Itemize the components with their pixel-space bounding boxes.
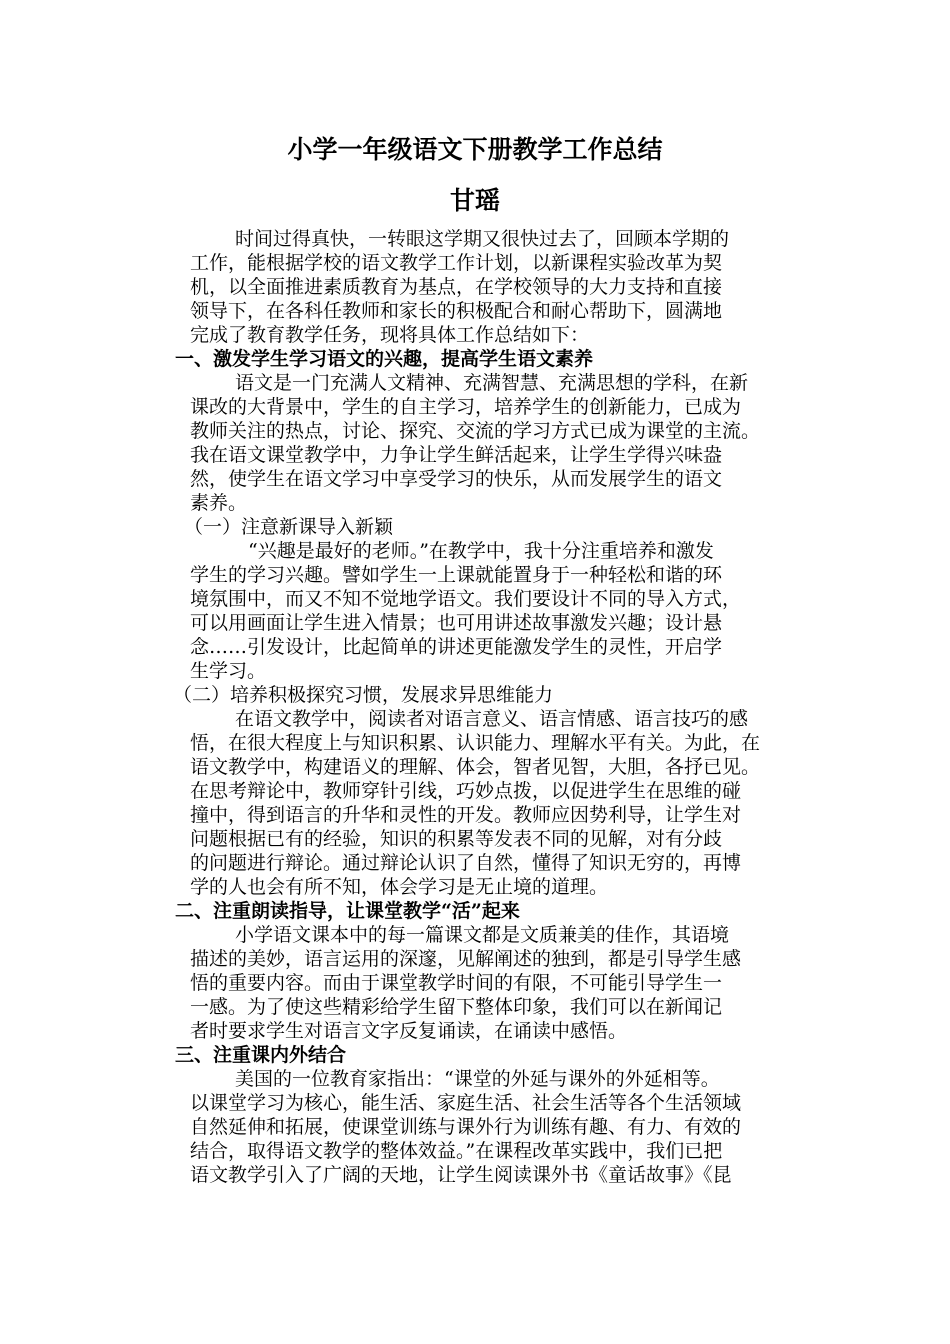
paragraph-line: 时间过得真快，一转眼这学期又很快过去了，回顾本学期的 bbox=[235, 228, 730, 250]
paragraph-line: 课改的大背景中，学生的自主学习，培养学生的创新能力，已成为 bbox=[190, 396, 742, 418]
section-heading-2: 二、注重朗读指导，让课堂教学“活”起来 bbox=[175, 900, 520, 922]
paragraph-line: 在思考辩论中，教师穿针引线，巧妙点拨，以促进学生在思维的碰 bbox=[190, 780, 742, 802]
paragraph-line: 悟，在很大程度上与知识积累、认识能力、理解水平有关。为此，在 bbox=[190, 732, 761, 754]
paragraph-line: 悟的重要内容。而由于课堂教学时间的有限，不可能引导学生一 bbox=[190, 972, 723, 994]
paragraph-line: 的问题进行辩论。通过辩论认识了自然，懂得了知识无穷的，再博 bbox=[190, 852, 742, 874]
paragraph-line: 自然延伸和拓展，使课堂训练与课外行为训练有趣、有力、有效的 bbox=[190, 1116, 742, 1138]
section-heading-3: 三、注重课内外结合 bbox=[175, 1044, 347, 1066]
paragraph-line: 然，使学生在语文学习中享受学习的快乐，从而发展学生的语文 bbox=[190, 468, 723, 490]
paragraph-line: 问题根据已有的经验，知识的积累等发表不同的见解，对有分歧 bbox=[190, 828, 723, 850]
paragraph-line: 生学习。 bbox=[190, 660, 267, 682]
subsection-heading-1: （一）注意新课导入新颖 bbox=[184, 516, 394, 538]
paragraph-line: 描述的美妙，语言运用的深邃，见解阐述的独到，都是引导学生感 bbox=[190, 948, 742, 970]
document-title: 小学一年级语文下册教学工作总结 bbox=[287, 135, 663, 164]
paragraph-line: 语文教学中，构建语义的理解、体会，智者见智，大胆，各抒已见。 bbox=[190, 756, 761, 778]
subsection-heading-2: （二）培养积极探究习惯，发展求异思维能力 bbox=[173, 684, 554, 706]
paragraph-line: 我在语文课堂教学中，力争让学生鲜活起来，让学生学得兴味盎 bbox=[190, 444, 723, 466]
paragraph-line: 以课堂学习为核心，能生活、家庭生活、社会生活等各个生活领域 bbox=[190, 1092, 742, 1114]
paragraph-line: 工作，能根据学校的语文教学工作计划，以新课程实验改革为契 bbox=[190, 252, 723, 274]
paragraph-line: 念……引发设计，比起简单的讲述更能激发学生的灵性，开启学 bbox=[190, 636, 723, 658]
paragraph-line: 美国的一位教育家指出：“课堂的外延与课外的外延相等。 bbox=[235, 1068, 720, 1090]
paragraph-line: 语文教学引入了广阔的天地，让学生阅读课外书《童话故事》《昆 bbox=[190, 1164, 732, 1186]
paragraph-line: 可以用画面让学生进入情景；也可用讲述故事激发兴趣；设计悬 bbox=[190, 612, 723, 634]
section-heading-1: 一、激发学生学习语文的兴趣，提高学生语文素养 bbox=[175, 348, 594, 370]
paragraph-line: 在语文教学中，阅读者对语言意义、语言情感、语言技巧的感 bbox=[235, 708, 749, 730]
paragraph-line: 结合，取得语文教学的整体效益。”在课程改革实践中，我们已把 bbox=[190, 1140, 723, 1162]
paragraph-line: 完成了教育教学任务，现将具体工作总结如下： bbox=[190, 324, 590, 346]
paragraph-line: 者时要求学生对语言文字反复诵读，在诵读中感悟。 bbox=[190, 1020, 628, 1042]
paragraph-line: 学生的学习兴趣。譬如学生一上课就能置身于一种轻松和谐的环 bbox=[190, 564, 723, 586]
paragraph-line: 小学语文课本中的每一篇课文都是文质兼美的佳作，其语境 bbox=[235, 924, 730, 946]
paragraph-line: “兴趣是最好的老师。”在教学中，我十分注重培养和激发 bbox=[248, 540, 714, 562]
paragraph-line: 素养。 bbox=[190, 492, 248, 514]
paragraph-line: 一感。为了使这些精彩给学生留下整体印象，我们可以在新闻记 bbox=[190, 996, 723, 1018]
paragraph-line: 机，以全面推进素质教育为基点，在学校领导的大力支持和直接 bbox=[190, 276, 723, 298]
paragraph-line: 语文是一门充满人文精神、充满智慧、充满思想的学科，在新 bbox=[235, 372, 749, 394]
paragraph-line: 撞中，得到语言的升华和灵性的开发。教师应因势利导，让学生对 bbox=[190, 804, 742, 826]
document-author: 甘瑶 bbox=[449, 186, 500, 215]
paragraph-line: 领导下，在各科任教师和家长的积极配合和耐心帮助下，圆满地 bbox=[190, 300, 723, 322]
paragraph-line: 教师关注的热点，讨论、探究、交流的学习方式已成为课堂的主流。 bbox=[190, 420, 761, 442]
paragraph-line: 境氛围中，而又不知不觉地学语文。我们要设计不同的导入方式， bbox=[190, 588, 742, 610]
paragraph-line: 学的人也会有所不知，体会学习是无止境的道理。 bbox=[190, 876, 609, 898]
